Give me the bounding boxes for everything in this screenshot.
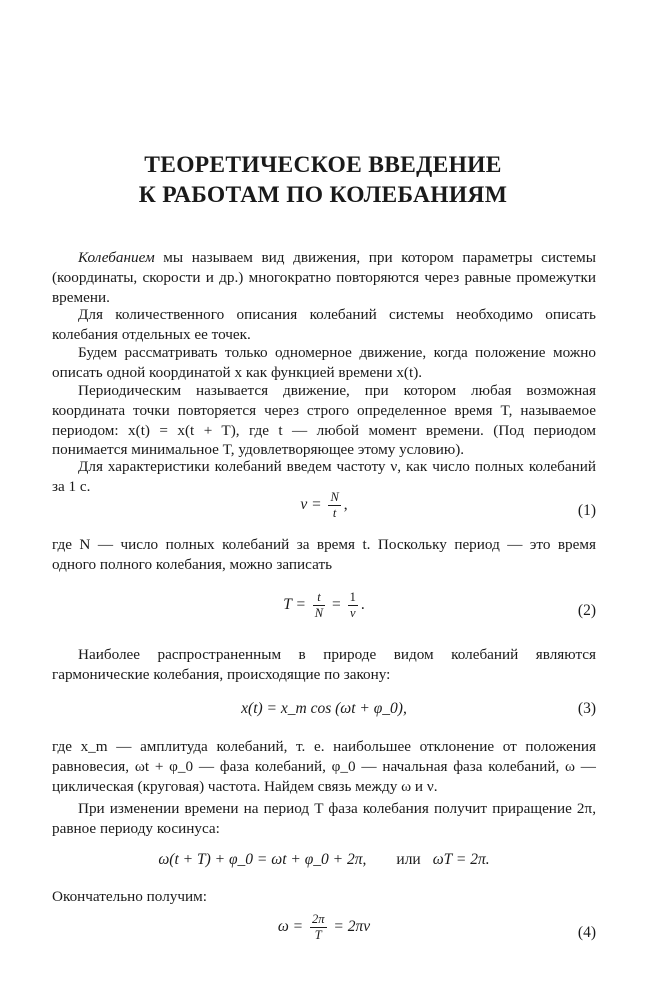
paragraph-frequency: Для характеристики колебаний введем частоту ν, как число полных колебаний за 1 с. xyxy=(52,458,596,495)
fraction-denominator: N xyxy=(314,606,324,620)
equation-2-lhs: T = xyxy=(283,596,306,614)
fraction-2pi-over-t xyxy=(310,912,327,943)
paragraph-phase-increment: При изменении времени на период T фаза колебания получит приращение 2π, равное периоду косинуса: xyxy=(52,800,596,837)
equation-2-body xyxy=(52,590,596,621)
equation-4-number: (4) xyxy=(577,924,596,941)
fraction-denominator: ν xyxy=(349,606,356,620)
chapter-title-line-1: ТЕОРЕТИЧЕСКОЕ ВВЕДЕНИЕ xyxy=(144,152,502,178)
equation-2-equals: = xyxy=(332,596,341,614)
equation-phase xyxy=(52,851,596,891)
equation-phase-left: ω(t + T) + φ_0 = ωt + φ_0 + 2π, xyxy=(158,851,367,868)
paragraph-harmonic: Наиболее распространенным в природе видом колебаний являются гармонические колебания, происходящие по закону: xyxy=(52,646,596,683)
equation-2-tail: . xyxy=(360,596,365,614)
equation-2 xyxy=(52,590,596,630)
fraction-t-over-n xyxy=(313,590,325,621)
fraction-numerator: 2π xyxy=(312,912,325,926)
equation-phase-or: или xyxy=(396,851,421,868)
paragraph-amplitude: где x_m — амплитуда колебаний, т. е. наибольшее отклонение от положения равновесия, ωt + φ_0 — фаза колебаний, φ_0 — начальная фаза колебаний, ω — циклическая (круговая) частота. Найдем связь между ω и ν. xyxy=(52,738,596,795)
fraction-numerator: N xyxy=(330,490,339,504)
equation-1-lhs: ν = xyxy=(300,496,322,514)
paragraph-oscillation-definition xyxy=(52,248,596,307)
term-oscillation: Колебанием xyxy=(78,249,155,266)
paragraph-after-eq1: где N — число полных колебаний за время t. Поскольку период — это время одного полного колебания, можно записать xyxy=(52,536,596,573)
equation-1 xyxy=(52,490,596,530)
equation-1-tail: , xyxy=(343,496,348,514)
equation-3 xyxy=(52,700,596,740)
equation-4 xyxy=(52,912,596,952)
equation-3-number: (3) xyxy=(577,700,596,717)
paragraph-finally: Окончательно получим: xyxy=(52,888,207,905)
fraction-one-over-nu xyxy=(348,590,358,621)
chapter-title-line-2: К РАБОТАМ ПО КОЛЕБАНИЯМ xyxy=(138,182,508,208)
fraction-n-over-t xyxy=(328,490,340,521)
paragraph-quantitative: Для количественного описания колебаний системы необходимо описать колебания отдельных ее точек. xyxy=(52,306,596,343)
fraction-numerator: t xyxy=(313,590,325,606)
paragraph-text: мы называем вид движения, при котором параметры системы (координаты, скорости и др.) многократно повторяются через равные промежутки времени. xyxy=(52,249,596,306)
equation-2-number: (2) xyxy=(577,602,596,619)
equation-4-lhs: ω = xyxy=(277,918,304,936)
equation-3-body: x(t) = x_m cos (ωt + φ_0), xyxy=(241,700,407,717)
equation-1-body xyxy=(52,490,596,521)
equation-phase-body xyxy=(52,851,596,869)
equation-phase-right: ωT = 2π. xyxy=(432,851,490,868)
paragraph-periodic: Периодическим называется движение, при котором любая возможная координата точки повторяется через строго определенное время T, называемое периодом: x(t) = x(t + T), где t — любой момент времени. (Под периодом понимается минимальное T, удовлетворяющее этому условию). xyxy=(52,382,596,459)
fraction-denominator: t xyxy=(332,506,337,520)
fraction-numerator: 1 xyxy=(349,590,356,604)
paragraph-one-dimensional: Будем рассматривать только одномерное движение, когда положение можно описать одной координатой x как функцией времени x(t). xyxy=(52,344,596,381)
fraction-denominator: T xyxy=(314,928,322,942)
equation-1-number: (1) xyxy=(577,502,596,519)
equation-4-body xyxy=(52,912,596,943)
equation-4-rhs: = 2πν xyxy=(333,918,371,936)
